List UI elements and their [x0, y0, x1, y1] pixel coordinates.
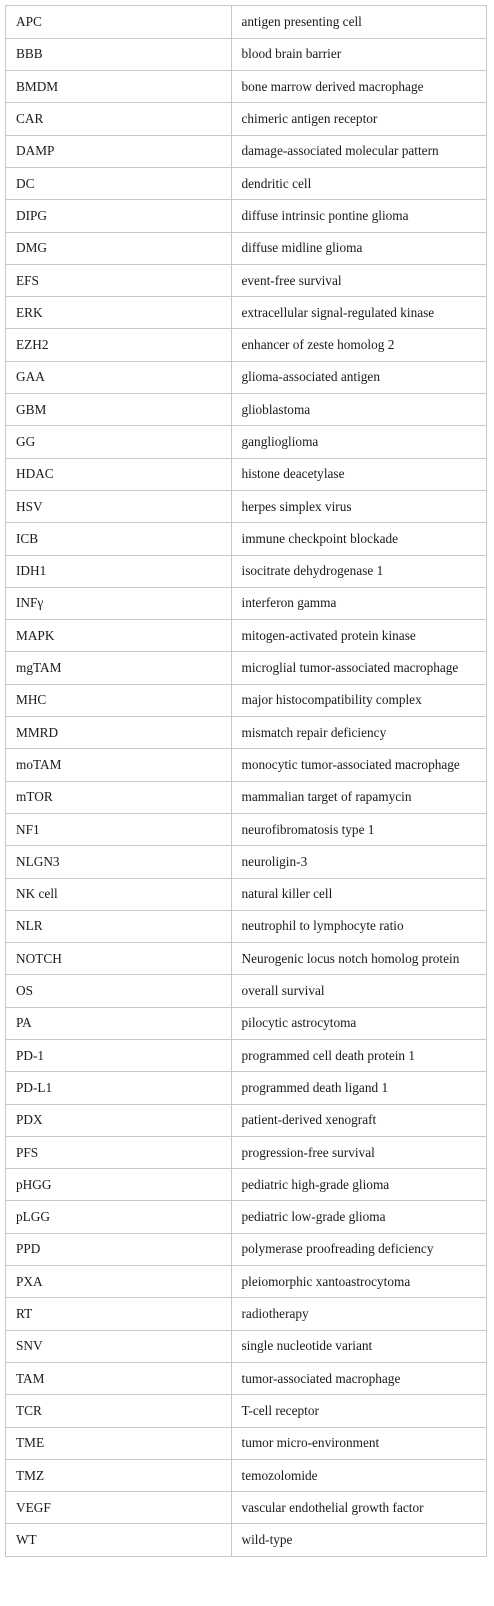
definition-cell: extracellular signal-regulated kinase	[231, 297, 486, 329]
table-row	[6, 1459, 486, 1491]
table-row	[6, 555, 486, 587]
abbreviation-cell: GAA	[6, 361, 231, 393]
abbreviation-cell: PPD	[6, 1233, 231, 1265]
table-row	[6, 490, 486, 522]
definition-cell: enhancer of zeste homolog 2	[231, 329, 486, 361]
table-row	[6, 71, 486, 103]
table-row	[6, 1395, 486, 1427]
abbreviation-cell: BMDM	[6, 71, 231, 103]
abbreviation-cell: ICB	[6, 523, 231, 555]
table-row	[6, 264, 486, 296]
abbreviation-cell: BBB	[6, 38, 231, 70]
table-row	[6, 878, 486, 910]
table-row	[6, 1492, 486, 1524]
definition-cell: mitogen-activated protein kinase	[231, 620, 486, 652]
abbreviation-cell: GG	[6, 426, 231, 458]
abbreviation-cell: TME	[6, 1427, 231, 1459]
abbreviation-cell: CAR	[6, 103, 231, 135]
abbreviation-cell: NOTCH	[6, 943, 231, 975]
definition-cell: mammalian target of rapamycin	[231, 781, 486, 813]
definition-cell: progression-free survival	[231, 1136, 486, 1168]
definition-cell: herpes simplex virus	[231, 490, 486, 522]
abbreviation-cell: HSV	[6, 490, 231, 522]
definition-cell: pilocytic astrocytoma	[231, 1007, 486, 1039]
abbreviation-cell: RT	[6, 1298, 231, 1330]
definition-cell: neurofibromatosis type 1	[231, 813, 486, 845]
table-row	[6, 6, 486, 38]
definition-cell: natural killer cell	[231, 878, 486, 910]
table-row	[6, 135, 486, 167]
table-row	[6, 1233, 486, 1265]
table-row	[6, 329, 486, 361]
definition-cell: pediatric high-grade glioma	[231, 1169, 486, 1201]
abbreviation-cell: MAPK	[6, 620, 231, 652]
abbreviation-cell: mTOR	[6, 781, 231, 813]
definition-cell: patient-derived xenograft	[231, 1104, 486, 1136]
abbreviation-cell: GBM	[6, 394, 231, 426]
table-row	[6, 1104, 486, 1136]
table-row	[6, 523, 486, 555]
abbreviation-cell: EFS	[6, 264, 231, 296]
table-row	[6, 1427, 486, 1459]
table-row	[6, 394, 486, 426]
definition-cell: radiotherapy	[231, 1298, 486, 1330]
table-row	[6, 1298, 486, 1330]
definition-cell: ganglioglioma	[231, 426, 486, 458]
abbreviation-cell: PXA	[6, 1266, 231, 1298]
table-row	[6, 297, 486, 329]
definition-cell: chimeric antigen receptor	[231, 103, 486, 135]
abbreviation-cell: TMZ	[6, 1459, 231, 1491]
table-row	[6, 749, 486, 781]
abbreviation-cell: NK cell	[6, 878, 231, 910]
definition-cell: immune checkpoint blockade	[231, 523, 486, 555]
abbreviation-cell: DAMP	[6, 135, 231, 167]
table-row	[6, 361, 486, 393]
abbreviation-cell: moTAM	[6, 749, 231, 781]
abbreviation-cell: VEGF	[6, 1492, 231, 1524]
table-row	[6, 684, 486, 716]
abbreviation-cell: IDH1	[6, 555, 231, 587]
table-row	[6, 38, 486, 70]
abbreviation-cell: INFγ	[6, 587, 231, 619]
definition-cell: histone deacetylase	[231, 458, 486, 490]
abbreviation-cell: MHC	[6, 684, 231, 716]
abbreviation-cell: SNV	[6, 1330, 231, 1362]
table-row	[6, 103, 486, 135]
definition-cell: vascular endothelial growth factor	[231, 1492, 486, 1524]
abbreviation-cell: PD-1	[6, 1040, 231, 1072]
definition-cell: interferon gamma	[231, 587, 486, 619]
definition-cell: T-cell receptor	[231, 1395, 486, 1427]
table-row	[6, 1362, 486, 1394]
table-row	[6, 1072, 486, 1104]
table-row	[6, 1266, 486, 1298]
abbreviation-cell: TAM	[6, 1362, 231, 1394]
abbreviation-cell: PFS	[6, 1136, 231, 1168]
abbreviation-cell: MMRD	[6, 717, 231, 749]
abbreviation-cell: NLR	[6, 910, 231, 942]
table-row	[6, 458, 486, 490]
abbreviation-cell: APC	[6, 6, 231, 38]
definition-cell: neutrophil to lymphocyte ratio	[231, 910, 486, 942]
definition-cell: programmed death ligand 1	[231, 1072, 486, 1104]
table-row	[6, 1169, 486, 1201]
definition-cell: tumor-associated macrophage	[231, 1362, 486, 1394]
abbreviation-cell: EZH2	[6, 329, 231, 361]
table-row	[6, 426, 486, 458]
definition-cell: diffuse midline glioma	[231, 232, 486, 264]
table-row	[6, 1330, 486, 1362]
table-row	[6, 975, 486, 1007]
table-row	[6, 200, 486, 232]
definition-cell: bone marrow derived macrophage	[231, 71, 486, 103]
table-row	[6, 232, 486, 264]
definition-cell: polymerase proofreading deficiency	[231, 1233, 486, 1265]
table-row	[6, 587, 486, 619]
definition-cell: event-free survival	[231, 264, 486, 296]
definition-cell: Neurogenic locus notch homolog protein	[231, 943, 486, 975]
abbreviation-cell: DC	[6, 167, 231, 199]
definition-cell: programmed cell death protein 1	[231, 1040, 486, 1072]
definition-cell: glioblastoma	[231, 394, 486, 426]
definition-cell: pediatric low-grade glioma	[231, 1201, 486, 1233]
abbreviation-cell: OS	[6, 975, 231, 1007]
definition-cell: wild-type	[231, 1524, 486, 1556]
definition-cell: damage-associated molecular pattern	[231, 135, 486, 167]
abbreviations-table	[6, 6, 486, 1556]
abbreviations-table-container	[5, 5, 487, 1557]
abbreviation-cell: ERK	[6, 297, 231, 329]
table-row	[6, 1201, 486, 1233]
abbreviations-table-body	[6, 6, 486, 1556]
abbreviation-cell: PA	[6, 1007, 231, 1039]
definition-cell: major histocompatibility complex	[231, 684, 486, 716]
table-row	[6, 781, 486, 813]
table-row	[6, 620, 486, 652]
definition-cell: dendritic cell	[231, 167, 486, 199]
abbreviation-cell: NF1	[6, 813, 231, 845]
table-row	[6, 167, 486, 199]
abbreviation-cell: DMG	[6, 232, 231, 264]
abbreviation-cell: TCR	[6, 1395, 231, 1427]
abbreviation-cell: WT	[6, 1524, 231, 1556]
abbreviation-cell: HDAC	[6, 458, 231, 490]
definition-cell: single nucleotide variant	[231, 1330, 486, 1362]
definition-cell: diffuse intrinsic pontine glioma	[231, 200, 486, 232]
abbreviation-cell: mgTAM	[6, 652, 231, 684]
table-row	[6, 846, 486, 878]
table-row	[6, 717, 486, 749]
definition-cell: pleiomorphic xantoastrocytoma	[231, 1266, 486, 1298]
table-row	[6, 1136, 486, 1168]
definition-cell: blood brain barrier	[231, 38, 486, 70]
definition-cell: neuroligin-3	[231, 846, 486, 878]
table-row	[6, 1007, 486, 1039]
definition-cell: monocytic tumor-associated macrophage	[231, 749, 486, 781]
abbreviation-cell: DIPG	[6, 200, 231, 232]
definition-cell: antigen presenting cell	[231, 6, 486, 38]
definition-cell: overall survival	[231, 975, 486, 1007]
table-row	[6, 943, 486, 975]
definition-cell: isocitrate dehydrogenase 1	[231, 555, 486, 587]
abbreviation-cell: pLGG	[6, 1201, 231, 1233]
table-row	[6, 652, 486, 684]
abbreviation-cell: NLGN3	[6, 846, 231, 878]
definition-cell: glioma-associated antigen	[231, 361, 486, 393]
abbreviation-cell: PDX	[6, 1104, 231, 1136]
abbreviation-cell: PD-L1	[6, 1072, 231, 1104]
abbreviation-cell: pHGG	[6, 1169, 231, 1201]
table-row	[6, 1524, 486, 1556]
definition-cell: tumor micro-environment	[231, 1427, 486, 1459]
definition-cell: microglial tumor-associated macrophage	[231, 652, 486, 684]
table-row	[6, 1040, 486, 1072]
definition-cell: temozolomide	[231, 1459, 486, 1491]
definition-cell: mismatch repair deficiency	[231, 717, 486, 749]
table-row	[6, 813, 486, 845]
table-row	[6, 910, 486, 942]
